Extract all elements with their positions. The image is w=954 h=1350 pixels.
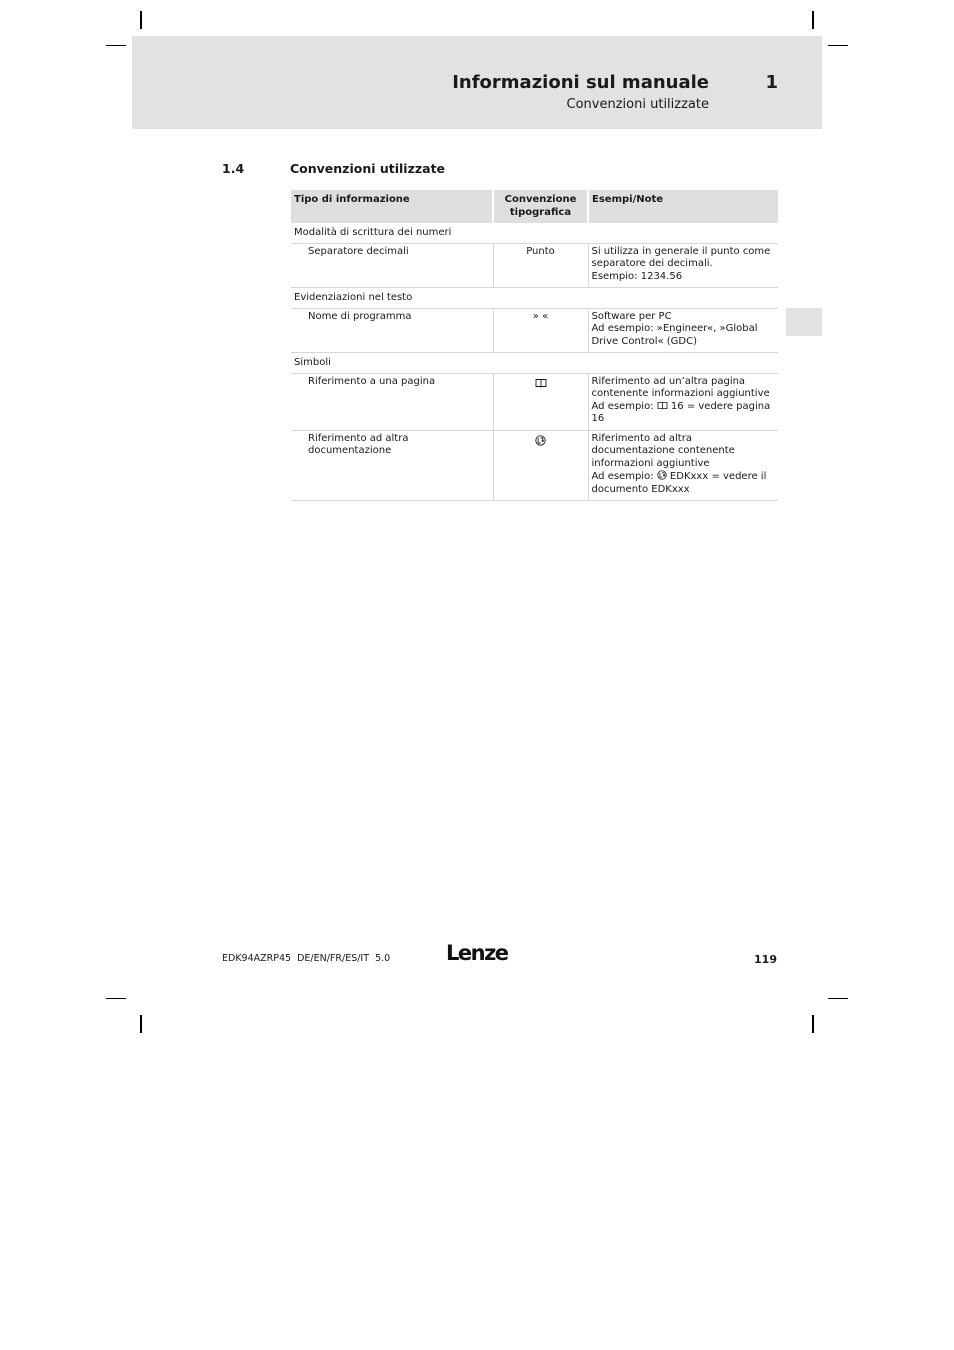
- chapter-subtitle: Convenzioni utilizzate: [566, 97, 709, 112]
- table-row: [291, 243, 778, 288]
- book-icon: [657, 401, 668, 410]
- row-convention: [493, 430, 588, 501]
- note-line: Ad esempio: »Engineer«, »Global Drive Control« (GDC): [591, 323, 758, 347]
- row-notes: [588, 308, 778, 353]
- row-convention: Punto: [493, 243, 588, 288]
- note-line: Riferimento ad altra documentazione contenente informazioni aggiuntive: [591, 432, 735, 469]
- note-line: Esempio: 1234.56: [591, 270, 683, 282]
- lenze-logo: Lenze: [446, 941, 508, 965]
- row-type: Riferimento a una pagina: [291, 373, 493, 430]
- conventions-table: [291, 190, 778, 501]
- note-line: Software per PC: [591, 310, 672, 322]
- note-line: Riferimento ad un’altra pagina contenente informazioni aggiuntive: [591, 375, 770, 399]
- example-suffix: EDKxxx = vedere il documento EDKxxx: [591, 471, 767, 495]
- document-reference-icon: [657, 470, 667, 480]
- row-convention: » «: [493, 308, 588, 353]
- document-reference-icon: [535, 435, 546, 446]
- chapter-number: 1: [765, 72, 778, 93]
- crop-mark: [828, 998, 848, 999]
- table-row: [291, 308, 778, 353]
- footer-doc-id: EDK94AZRP45 DE/EN/FR/ES/IT 5.0: [222, 953, 391, 964]
- table-group-row: [291, 223, 778, 243]
- note-example: [592, 401, 776, 426]
- crop-mark: [812, 11, 814, 29]
- row-type: Riferimento ad altra documentazione: [291, 430, 493, 501]
- table-group-row: [291, 288, 778, 309]
- section-title: Convenzioni utilizzate: [290, 161, 446, 176]
- row-convention: [493, 373, 588, 430]
- row-notes: [588, 373, 778, 430]
- chapter-title: Informazioni sul manuale: [452, 72, 709, 93]
- crop-mark: [140, 1015, 142, 1033]
- row-notes: [588, 243, 778, 288]
- note-example: [592, 470, 776, 496]
- example-suffix: 16 = vedere pagina 16: [591, 400, 771, 424]
- page-number: 119: [754, 953, 777, 966]
- crop-mark: [106, 45, 126, 46]
- group-label: Modalità di scrittura dei numeri: [291, 223, 778, 243]
- crop-mark: [106, 998, 126, 999]
- row-type: Separatore decimali: [291, 243, 493, 288]
- column-header-convention: Convenzione tipografica: [493, 190, 588, 223]
- crop-mark: [828, 45, 848, 46]
- row-type: Nome di programma: [291, 308, 493, 353]
- example-prefix: Ad esempio:: [591, 471, 657, 482]
- group-label: Simboli: [291, 353, 778, 374]
- crop-mark: [812, 1015, 814, 1033]
- table-row: [291, 430, 778, 501]
- column-header-type: Tipo di informazione: [291, 190, 493, 223]
- crop-mark: [140, 11, 142, 29]
- chapter-side-tab: [786, 308, 822, 336]
- example-prefix: Ad esempio:: [591, 400, 657, 412]
- table-group-row: [291, 353, 778, 374]
- note-line: Si utilizza in generale il punto come separatore dei decimali.: [591, 245, 771, 269]
- table-header-row: [291, 190, 778, 223]
- book-icon: [535, 378, 547, 388]
- column-header-notes: Esempi/Note: [588, 190, 778, 223]
- row-notes: [588, 430, 778, 501]
- group-label: Evidenziazioni nel testo: [291, 288, 778, 309]
- table-row: [291, 373, 778, 430]
- section-number: 1.4: [222, 161, 245, 176]
